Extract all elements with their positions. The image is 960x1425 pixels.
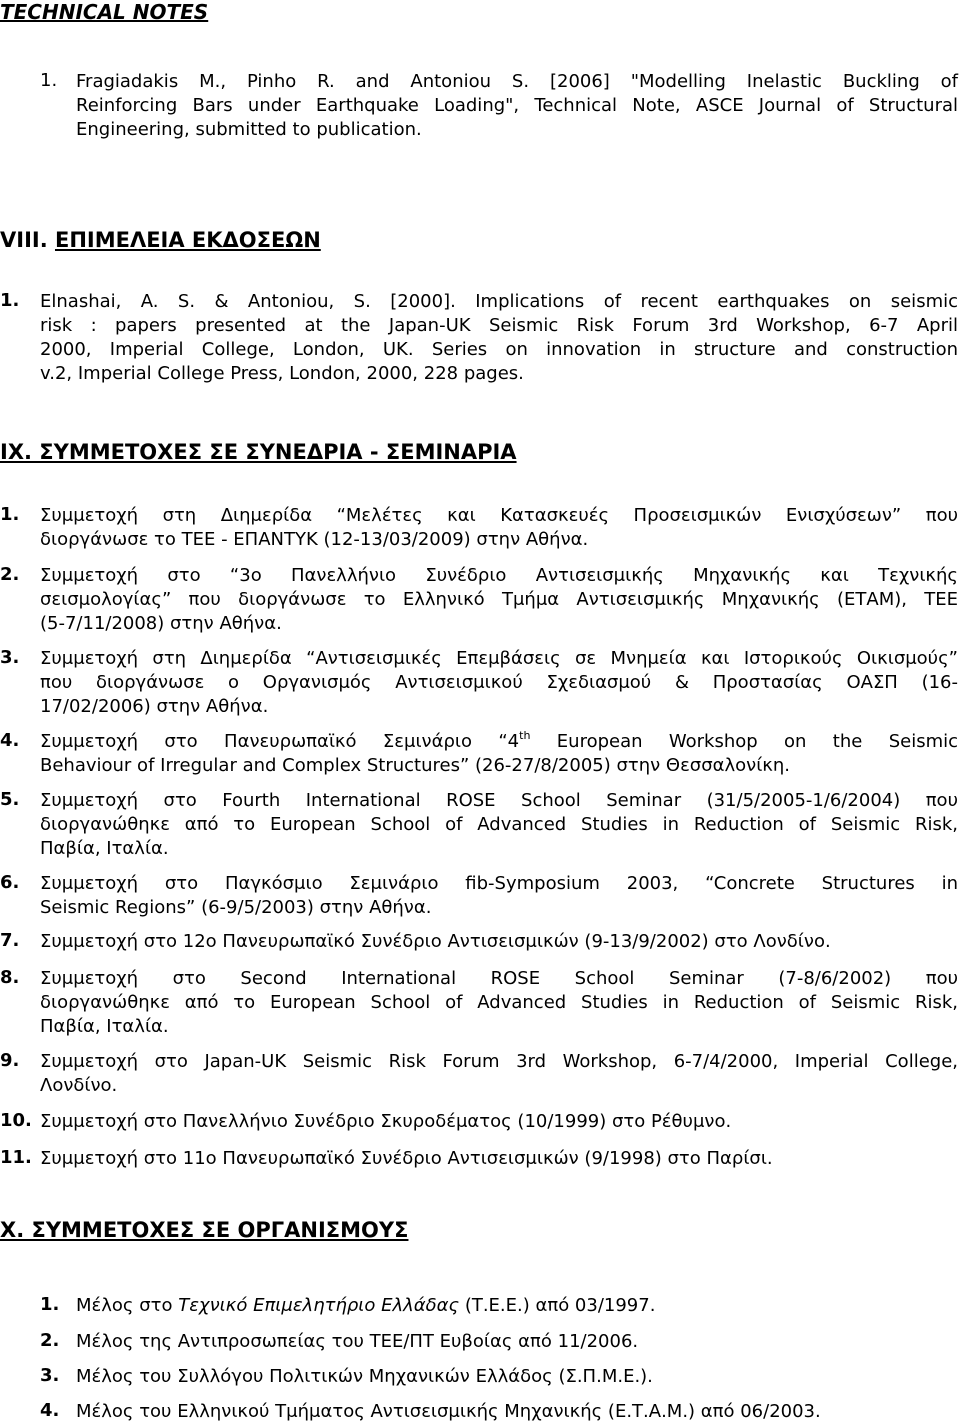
item-line: διοργανώθηκε από το European School of Advanced Studies in Reduction of Seismic Risk, [40, 992, 958, 1013]
item-number: 6. [0, 872, 20, 893]
item-line: Μέλος του Συλλόγου Πολιτικών Μηχανικών Ελλάδος (Σ.Π.Μ.Ε.). [76, 1366, 653, 1387]
organization-name: Τεχνικό Επιμελητήριο Ελλάδας [178, 1295, 460, 1316]
item-line-part: (Τ.Ε.Ε.) από 03/1997. [459, 1295, 656, 1316]
item-line: Συμμετοχή στο Παγκόσμιο Σεμινάριο fib-Symposium 2003, “Concrete Structures in [40, 873, 958, 894]
item-number: 1. [40, 1294, 60, 1315]
item-number: 9. [0, 1050, 20, 1071]
section-title: ΕΠΙΜΕΛΕΙΑ ΕΚΔΟΣΕΩΝ [54, 228, 321, 252]
item-line: 2000, Imperial College, London, UK. Series on innovation in structure and construction [40, 339, 958, 360]
item-line: Συμμετοχή στο Πανελλήνιο Συνέδριο Σκυροδέματος (10/1999) στο Ρέθυμνο. [40, 1111, 732, 1132]
item-line: που διοργάνωσε ο Οργανισμός Αντισεισμικού Σχεδιασμού & Προστασίας ΟΑΣΠ (16- [40, 672, 958, 693]
item-number: 7. [0, 930, 20, 951]
item-line: Συμμετοχή στο Japan-UK Seismic Risk Forum 3rd Workshop, 6-7/4/2000, Imperial College, [40, 1051, 958, 1072]
item-number: 5. [0, 789, 20, 810]
item-line-part: Συμμετοχή στο Πανευρωπαϊκό Σεμινάριο “4 [40, 731, 520, 752]
item-line: Μέλος του Ελληνικού Τμήματος Αντισεισμικής Μηχανικής (Ε.Τ.Α.Μ.) από 06/2003. [76, 1401, 821, 1422]
item-line [40, 730, 958, 754]
item-line: Συμμετοχή στο “3ο Πανελλήνιο Συνέδριο Αντισεισμικής Μηχανικής και Τεχνικής [40, 565, 958, 586]
item-line: Συμμετοχή στο Fourth International ROSE School Seminar (31/5/2005-1/6/2004) που [40, 790, 958, 811]
item-line [76, 1294, 958, 1318]
item-number: 1. [0, 290, 20, 311]
item-line: Παβία, Ιταλία. [40, 1016, 169, 1037]
item-line: Συμμετοχή στο 12ο Πανευρωπαϊκό Συνέδριο Αντισεισμικών (9-13/9/2002) στο Λονδίνο. [40, 931, 831, 952]
item-line: Παβία, Ιταλία. [40, 838, 169, 859]
item-line: Elnashai, A. S. & Antoniou, S. [2000]. Implications of recent earthquakes on seismic [40, 291, 958, 312]
item-number: 4. [0, 730, 20, 751]
item-line: Λονδίνο. [40, 1075, 118, 1096]
section-number: VIII. [0, 228, 55, 252]
item-number: 1. [40, 70, 58, 91]
superscript: th [519, 729, 531, 742]
item-number: 4. [40, 1400, 60, 1421]
item-number: 2. [40, 1330, 60, 1351]
section-heading-viii [0, 228, 321, 252]
item-number: 8. [0, 967, 20, 988]
section-heading-x: X. ΣΥΜΜΕΤΟΧΕΣ ΣΕ ΟΡΓΑΝΙΣΜΟΥΣ [0, 1218, 409, 1242]
item-number: 3. [0, 647, 20, 668]
section-heading-technical-notes: TECHNICAL NOTES [0, 0, 209, 24]
item-number: 10. [0, 1110, 32, 1131]
item-line: risk : papers presented at the Japan-UK Seismic Risk Forum 3rd Workshop, 6-7 April [40, 315, 958, 336]
item-line: Συμμετοχή στο Second International ROSE School Seminar (7-8/6/2002) που [40, 968, 958, 989]
item-line: (5-7/11/2008) στην Αθήνα. [40, 613, 282, 634]
item-line-part: Μέλος στο [76, 1295, 179, 1316]
item-line: Reinforcing Bars under Earthquake Loading", Technical Note, ASCE Journal of Structural [76, 95, 958, 116]
item-number: 3. [40, 1365, 60, 1386]
item-number: 1. [0, 504, 20, 525]
item-line: Συμμετοχή στη Διημερίδα “Μελέτες και Κατασκευές Προσεισμικών Ενισχύσεων” που [40, 505, 958, 526]
item-line: διοργανώθηκε από το European School of Advanced Studies in Reduction of Seismic Risk, [40, 814, 958, 835]
item-line: Συμμετοχή στο 11ο Πανευρωπαϊκό Συνέδριο Αντισεισμικών (9/1998) στο Παρίσι. [40, 1148, 773, 1169]
item-number: 2. [0, 564, 20, 585]
item-number: 11. [0, 1147, 32, 1168]
item-line: Fragiadakis M., Pinho R. and Antoniou S. [2006] "Modelling Inelastic Buckling of [76, 71, 958, 92]
item-line: Μέλος της Αντιπροσωπείας του ΤΕΕ/ΠΤ Ευβοίας από 11/2006. [76, 1331, 639, 1352]
item-line: Engineering, submitted to publication. [76, 119, 422, 140]
item-line: διοργάνωσε το ΤΕΕ - ΕΠΑΝΤΥΚ (12-13/03/2009) στην Αθήνα. [40, 529, 589, 550]
item-line: Behaviour of Irregular and Complex Structures” (26-27/8/2005) στην Θεσσαλονίκη. [40, 755, 791, 776]
item-line: v.2, Imperial College Press, London, 2000, 228 pages. [40, 363, 524, 384]
section-heading-viii-text [0, 228, 321, 252]
item-line: Seismic Regions” (6-9/5/2003) στην Αθήνα. [40, 897, 432, 918]
item-line-part: European Workshop on the Seismic [530, 731, 959, 752]
item-line: Συμμετοχή στη Διημερίδα “Αντισεισμικές Επεμβάσεις σε Μνημεία και Ιστορικούς Οικισμούς” [40, 648, 958, 669]
item-line: 17/02/2006) στην Αθήνα. [40, 696, 269, 717]
item-line: σεισμολογίας” που διοργάνωσε το Ελληνικό Τμήμα Αντισεισμικής Μηχανικής (ΕΤΑΜ), ΤΕΕ [40, 589, 958, 610]
section-heading-ix: IX. ΣΥΜΜΕΤΟΧΕΣ ΣΕ ΣΥΝΕΔΡΙΑ - ΣΕΜΙΝΑΡΙΑ [0, 440, 517, 464]
